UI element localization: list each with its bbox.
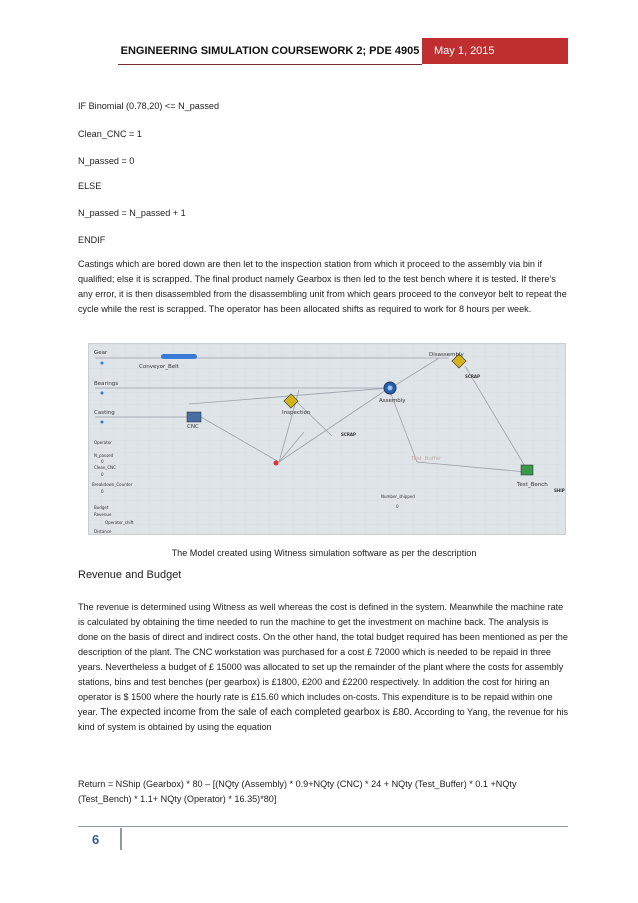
figure-label-distance: Distance — [94, 529, 112, 534]
revenue-equation: Return = NShip (Gearbox) * 80 – [(NQty (Assembly) * 0.9+NQty (CNC) * 24 + NQty (Test_Buffer) * 0.1 +NQty (Test_Bench) * 1.1+ NQty (Operator) * 16.35)*80] — [78, 779, 517, 804]
figure-label-disassembly: Disassembly — [429, 352, 464, 358]
document-title: ENGINEERING SIMULATION COURSEWORK 2; PDE 4905 — [118, 38, 422, 65]
cnc-icon — [187, 412, 201, 422]
figure-label-casting: Casting — [94, 410, 115, 416]
figure-label-conveyor: Conveyor_Belt — [139, 364, 179, 370]
figure-label-revenue: Revenue — [94, 512, 112, 517]
code-line: ENDIF — [78, 235, 106, 245]
figure-label-number-shipped: Number_shipped — [381, 494, 415, 499]
paragraph-revenue-part-3: According to Yang, the revenue for his kind of system is obtained by using the equation — [78, 707, 568, 732]
figure-label-ship: SHIP — [554, 488, 565, 493]
witness-model-figure — [88, 343, 566, 535]
figure-label-cnc: CNC — [187, 424, 199, 430]
figure-label-scrap: SCRAP — [465, 374, 480, 379]
paragraph-revenue-part-2: The expected income from the sale of each completed gearbox is £80. — [100, 707, 413, 718]
conveyor-belt-icon — [161, 354, 197, 359]
figure-label-operator-shift: Operator_shift — [105, 520, 134, 525]
bin-icon — [274, 461, 279, 466]
code-line: N_passed = 0 — [78, 156, 135, 166]
figure-label-scrap: SCRAP — [341, 432, 356, 437]
figure-label-n-passed: N_passed — [94, 453, 114, 458]
page-header — [118, 38, 568, 64]
page-number-divider — [120, 828, 122, 850]
figure-value-n-passed: 0 — [101, 459, 104, 464]
test-bench-icon — [521, 465, 533, 475]
code-line: Clean_CNC = 1 — [78, 129, 142, 139]
code-line: N_passed = N_passed + 1 — [78, 208, 186, 218]
section-heading: Revenue and Budget — [78, 569, 182, 581]
page-number: 6 — [92, 832, 100, 847]
model-diagram — [89, 344, 565, 534]
figure-label-bearings: Bearings — [94, 381, 119, 387]
figure-label-budget: Budget — [94, 505, 109, 510]
code-line: ELSE — [78, 181, 102, 191]
figure-value-clean-cnc: 0 — [101, 472, 104, 477]
figure-caption: The Model created using Witness simulation software as per the description — [171, 548, 477, 558]
figure-label-gear: Gear — [94, 350, 108, 356]
figure-label-clean-cnc: Clean_CNC — [94, 465, 116, 470]
paragraph-revenue-part-1: The revenue is determined using Witness as well whereas the cost is defined in the system. Meanwhile the machine rate is calculated by obtaining the time needed to run the machine to get the investment on machine back. The analysis is done on the basis of direct and indirect costs. On the other hand, the total budget required has been mentioned as per the description of the plant. The CNC workstation was purchased for a cost £ 72000 which is needed to be repaid in three years. Nevertheless a budget of £ 15000 was allocated to set up the remainder of the plant where the costs for assembly stations, bins and test benches (per gearbox) is £1800, £200 and £2200 respectively. In addition the cost for hiring an operator is $ 1500 where the hourly rate is £15.60 which includes on-costs. This expenditure is to be repaid within one year. — [78, 602, 568, 717]
figure-label-assembly: Assembly — [379, 398, 406, 404]
figure-label-test-bench: Test_Bench — [517, 482, 548, 488]
document-date: May 1, 2015 — [422, 38, 568, 64]
figure-label-inspection: Inspection — [282, 410, 311, 416]
figure-label-breakdown: Breakdown_Counter — [92, 482, 133, 487]
code-line: IF Binomial (0.78,20) <= N_passed — [78, 101, 220, 111]
figure-label-test-buffer: Test_Buffer — [411, 456, 442, 462]
figure-value-number-shipped: 0 — [396, 504, 399, 509]
figure-value-breakdown: 0 — [101, 489, 104, 494]
footer-divider — [78, 826, 568, 827]
paragraph-revenue — [78, 600, 570, 735]
paragraph-castings: Castings which are bored down are then let to the inspection station from which it proceed to the assembly via bin if qualified; else it is scrapped. The final product namely Gearbox is then led to the test bench where it is tested. If there’s any error, it is then disassembled from the disassembling unit from which gears proceed to the conveyor belt to repeat the cycle while the rest is scrapped. The operator has been allocated shifts as required to work for 8 hours per week. — [78, 259, 567, 314]
figure-label-operator: Operator — [94, 440, 112, 445]
